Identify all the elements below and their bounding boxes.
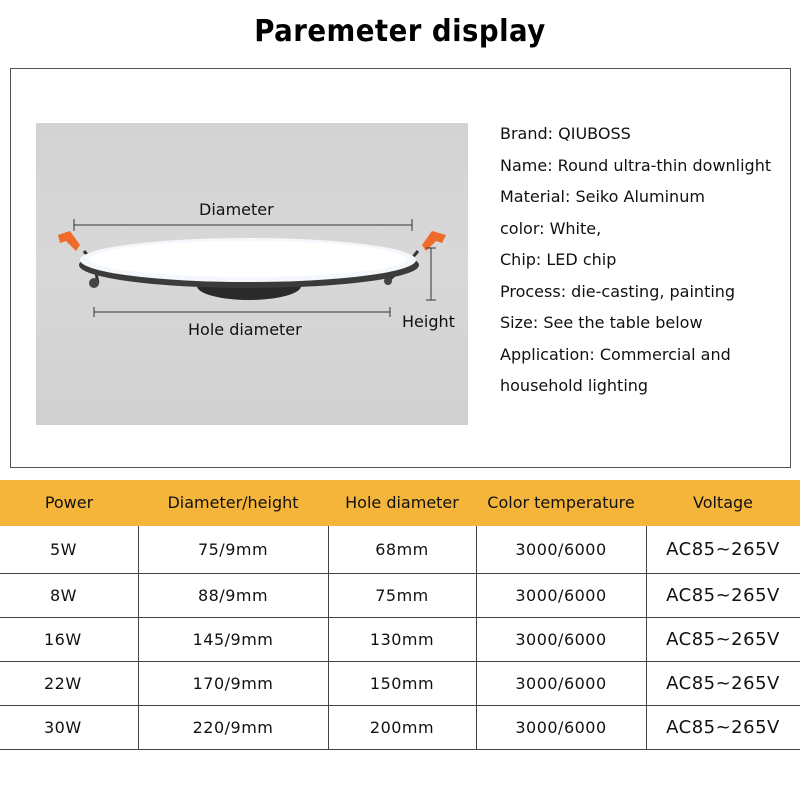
cell-hole-diameter: 150mm <box>369 674 435 693</box>
spec-chip: Chip: LED chip <box>500 250 617 269</box>
cell-power: 5W <box>50 540 77 559</box>
product-photo <box>36 123 468 425</box>
cell-color-temperature: 3000/6000 <box>515 718 607 737</box>
table-row <box>0 574 800 618</box>
spec-application: Application: Commercial and <box>500 344 731 364</box>
hole-diameter-label: Hole diameter <box>188 320 302 339</box>
spec-brand: Brand: QIUBOSS <box>500 124 631 143</box>
spec-process: Process: die-casting, painting <box>500 281 736 301</box>
spec-table-body <box>0 526 800 750</box>
cell-color-temperature: 3000/6000 <box>515 540 607 559</box>
left-spring-clip <box>58 231 80 251</box>
cell-voltage: AC85~265V <box>666 539 780 560</box>
cell-power: 30W <box>44 718 82 737</box>
cell-power: 22W <box>44 674 82 693</box>
cell-color-temperature: 3000/6000 <box>515 674 607 693</box>
cell-diameter-height: 145/9mm <box>192 630 274 649</box>
header-power: Power <box>44 493 94 512</box>
spec-application-cont: household lighting <box>500 376 649 395</box>
table-header <box>0 480 800 526</box>
cell-power: 8W <box>50 586 77 605</box>
cell-hole-diameter: 68mm <box>375 540 429 559</box>
spec-name: Name: Round ultra-thin downlight <box>500 155 772 175</box>
height-label: Height <box>402 312 455 331</box>
diameter-label: Diameter <box>199 200 274 219</box>
spec-list <box>500 118 795 402</box>
cell-hole-diameter: 200mm <box>369 718 435 737</box>
cell-diameter-height: 88/9mm <box>197 586 269 605</box>
cell-hole-diameter: 130mm <box>369 630 435 649</box>
spec-size: Size: See the table below <box>500 313 703 332</box>
downlight-illustration <box>36 123 468 425</box>
page-title: Paremeter display <box>254 14 546 49</box>
header-voltage: Voltage <box>692 493 753 512</box>
table-row <box>0 706 800 750</box>
spec-material: Material: Seiko Aluminum <box>500 187 705 206</box>
cell-voltage: AC85~265V <box>666 717 780 738</box>
cell-power: 16W <box>44 630 82 649</box>
cell-voltage: AC85~265V <box>666 629 780 650</box>
table-row <box>0 526 800 574</box>
header-diameter-height: Diameter/height <box>167 493 299 512</box>
cell-color-temperature: 3000/6000 <box>515 586 607 605</box>
cell-diameter-height: 75/9mm <box>197 540 269 559</box>
header-color-temperature: Color temperature <box>487 493 635 512</box>
spec-color: color: White, <box>500 218 602 238</box>
header-hole-diameter: Hole diameter <box>345 493 459 512</box>
cell-diameter-height: 170/9mm <box>192 674 274 693</box>
table-row <box>0 662 800 706</box>
table-row <box>0 618 800 662</box>
cell-hole-diameter: 75mm <box>375 586 429 605</box>
cell-color-temperature: 3000/6000 <box>515 630 607 649</box>
cell-voltage: AC85~265V <box>666 673 780 694</box>
cell-diameter-height: 220/9mm <box>192 718 274 737</box>
cell-voltage: AC85~265V <box>666 585 780 606</box>
